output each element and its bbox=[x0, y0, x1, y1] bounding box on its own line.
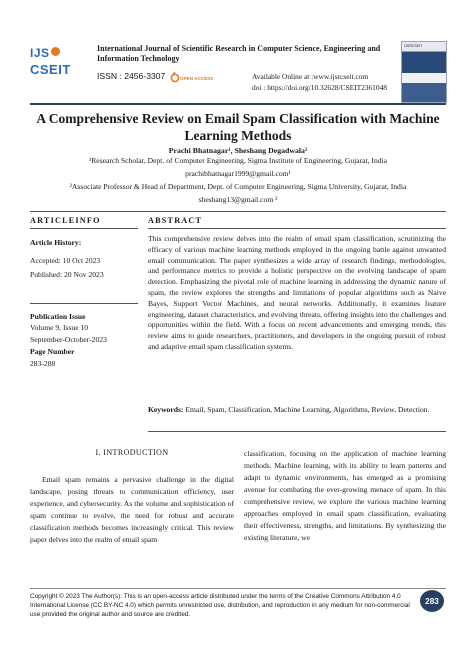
email-1[interactable]: prachibhatnagar1999@gmail.com¹ bbox=[185, 169, 291, 178]
title-divider bbox=[30, 211, 446, 212]
abstract-heading: ABSTRACT bbox=[148, 216, 203, 225]
keywords-label: Keywords: bbox=[148, 405, 184, 414]
article-info-divider-2 bbox=[30, 303, 138, 304]
keywords-list: Email, Spam, Classification, Machine Learning, Algorithms, Review, Detection. bbox=[183, 405, 430, 414]
logo-text-ijs: IJS bbox=[30, 46, 50, 60]
issn: ISSN : 2456-3307 bbox=[97, 71, 166, 81]
journal-title: International Journal of Scientific Research in Computer Science, Engineering and Information Technology bbox=[97, 44, 381, 63]
intro-text-right: classification, focusing on the application of machine learning methods. Machine learning, with its ability to learn patterns and adapt to dynamic environments, has emerged as a promising avenue for combating the ever-growing menace of spam. In this comprehensive review, we explore the various machine learning approaches employed in email spam classification, evaluating their effectiveness, strengths, and limitations. By synthesizing the existing literature, we bbox=[244, 449, 446, 542]
open-access-label: OPEN ACCESS bbox=[180, 76, 214, 81]
published-date: Published: 20 Nov 2023 bbox=[30, 270, 104, 279]
page-range: 283-288 bbox=[30, 359, 56, 368]
page-number-label: Page Number bbox=[30, 347, 75, 356]
journal-cover-image bbox=[401, 41, 447, 103]
logo-mark-icon bbox=[51, 47, 60, 56]
page-number-badge: 283 bbox=[420, 590, 444, 612]
section-heading-introduction: I. INTRODUCTION bbox=[95, 448, 169, 457]
affiliation-2: ²Associate Professor & Head of Department, Dept. of Computer Engineering, Sigma University, Gujarat, India bbox=[69, 182, 407, 191]
article-history-label: Article History: bbox=[30, 238, 82, 247]
abstract-text: This comprehensive review delves into the realm of email spam classification, scrutinizing the efficacy of various machine learning methods employed in the ongoing battle against unwanted email communication. The paper synthesizes a wide array of research findings, methodologies, and performance metrics to provide a holistic perspective on the evolving landscape of spam detection. Emphasizing the pivotal role of machine learning in addressing the dynamic nature of spam, the review explores the strengths and limitations of popular algorithms such as Naive Bayes, Support Vector Machines, and neural networks. Additionally, it examines feature engineering, dataset characteristics, and evolving threats, offering insights into the challenges and opportunities within the field. With a focus on recent advancements and emerging trends, this review aims to guide researchers, practitioners, and developers in the ongoing pursuit of robust and adaptive email spam classification systems. bbox=[148, 234, 446, 351]
intro-text-left: Email spam remains a pervasive challenge in the digital landscape, posing threats to communication efficiency, user experience, and cybersecurity. As the volume and sophistication of spam continue to evolve, the need for robust and accurate classification methods becomes increasingly critical. This review paper delves into the realm of email spam bbox=[30, 475, 234, 544]
volume-issue: Volume 9, Issue 10 bbox=[30, 323, 89, 332]
article-info-heading: ARTICLEINFO bbox=[30, 216, 101, 225]
logo-text-cseit: CSEIT bbox=[30, 62, 71, 77]
accepted-date: Accepted: 10 Oct 2023 bbox=[30, 256, 101, 265]
email-2[interactable]: sheshang13@gmail.com ² bbox=[198, 195, 278, 204]
journal-logo bbox=[30, 44, 92, 84]
available-online: Available Online at :www.ijsrcseit.com bbox=[252, 72, 369, 81]
publication-issue-label: Publication Issue bbox=[30, 312, 86, 321]
publication-period: September-October-2023 bbox=[30, 335, 107, 344]
keywords bbox=[148, 405, 446, 416]
doi-link[interactable]: doi : https://doi.org/10.32628/CSEIT2361048 bbox=[252, 83, 387, 92]
affiliation-1: ¹Research Scholar, Dept. of Computer Engineering, Sigma Institute of Engineering, Gujarat, India bbox=[88, 156, 388, 165]
article-info-divider bbox=[30, 228, 138, 229]
paper-title: A Comprehensive Review on Email Spam Classification with Machine Learning Methods bbox=[36, 111, 440, 143]
open-access-icon bbox=[170, 70, 214, 81]
cover-title: IJSRCSEIT bbox=[404, 44, 423, 48]
copyright-notice: Copyright © 2023 The Author(s): This is an open-access article distributed under the terms of the Creative Commons Attribution 4.0 International License (CC BY-NC 4.0) which permits unrestricted use, distribution, and reproduction in any medium for non-commercial use provided the original author and source are credited. bbox=[30, 593, 410, 618]
abstract-bottom-divider bbox=[148, 431, 446, 432]
header-divider bbox=[30, 103, 446, 105]
footer-divider bbox=[30, 588, 446, 589]
paper-authors: Prachi Bhatnagar¹, Sheshang Degadwala² bbox=[168, 146, 308, 155]
abstract-divider bbox=[148, 228, 446, 229]
